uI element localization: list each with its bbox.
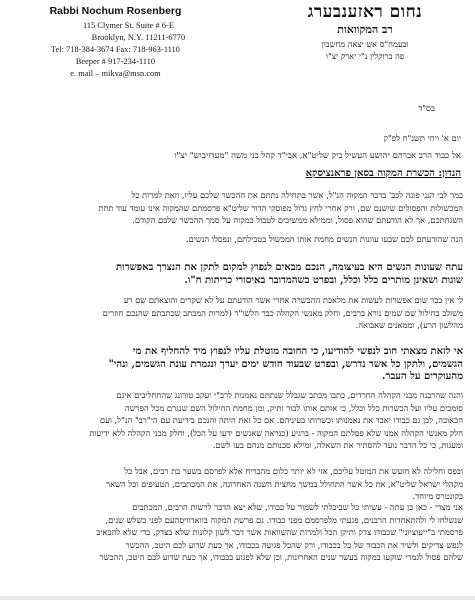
- rabbi-title-hebrew: רב המקוואות: [337, 23, 393, 36]
- paragraph-line: אני מצדי - כאן כן עתה - עשיתי כל שביכלתי לשמור על כבודו, שלא יצא הדבר לרשות הרבים, המכתבים: [132, 502, 463, 512]
- page-bottom-edge: [0, 596, 475, 600]
- rabbi-name-english: Rabbi Nochum Rosenberg: [49, 5, 182, 17]
- letter-date: יום א' ויחי תשנ"ח לפ"ק: [383, 133, 461, 143]
- paragraph-line: ובפס וחלילה לא חועש את המוטל עליכם, אזי לא יותר כלום מהבריח אלא לפרסם בשער בת רבים, אבל כל: [124, 466, 463, 476]
- paragraph-line: מהלשון הרע), וממאנים שאבואה.: [355, 320, 463, 330]
- city-address: Brooklyn, N.Y. 11211-6770: [91, 33, 186, 42]
- letterhead-english: [8, 4, 223, 80]
- paragraph-line: בקונטרס מיוחד.: [412, 491, 463, 501]
- subject-line: הנדון: הכשרת המקוה בסאן פראנציסקא: [305, 168, 461, 179]
- rabbi-name-hebrew: נחום ראזענבערג: [307, 2, 423, 22]
- paragraph-line: הגשמים, ולתקן כל אשר נדרש, ובפרט שבעוד חודש ימים יערך ונגמרת עונת הגשמים, ונהי": [108, 358, 463, 370]
- author-line: ובעמח"ס אש יצאה מחשבון: [321, 39, 409, 49]
- paragraph-line: מהעוקרים על העבר.: [382, 371, 463, 382]
- addressee-line: אל כבוד הרב אברהם יהושע העשיל ביק שליט"א, אבי"ד קהל בני משה "מעדזיבוש" יצ"ו: [174, 151, 461, 161]
- email: e. mail – mikva@msn.com: [70, 69, 161, 78]
- paragraph-line: חלק מאנשי הקהלה אמנו שלא פסלתם המקוה - ברגיע (כנראה שאנשים ידעו על הכל), וחלק מבני הקהלה ללא ידיעות: [89, 427, 463, 438]
- paragraph-line: פרסמתי ב"ייעוציוני" שכבודו צדק ותיקן הכל ולמרות שהשוואות אשר דבר לשון קלונות שלא בצדק, כדי שלא להכאיב: [96, 527, 463, 537]
- beeper: Beeper # 917-234-1110: [75, 57, 156, 66]
- paragraph-line: ומעגות, כי כל הדבר נועד להסתיר את השאלה, ומילא סכנותם מנחם בעו לשם.: [212, 440, 463, 450]
- location-line: פה ברוקלין נ"י יארק יצ"ו: [325, 51, 405, 61]
- paragraph-line: לי אין כבר שום אפשרות לעשות את מלאכת ההכשרה אחרי אשר הודעתם על לא שקרים והוצאתם שם רע: [123, 295, 463, 305]
- paragraph-line: במר לבי הנני פונה לכב' בדבר המקוה הנ"ל, אשר בתחילה נתתם את ההכשר שלכם עליו, וזאת למרות כל: [131, 190, 463, 200]
- paragraph-line: והנה שהרבנה מבני הקהלה החרדים, כתבו מכתב שגבלל שנתתם נאמנות לרב"י יעקב טורונג שהחחליבים אינם: [116, 390, 463, 400]
- paragraph-line: עתה שעונות הנשים היא בעיצומה, הנכם מבאים לנפוץ למקום לתקן את הנצרך באפשרות: [116, 262, 463, 273]
- street-address: 115 Clymer St. Suite # 6-E: [83, 21, 174, 30]
- paragraph-line: שונות ושאינן מותרים כלל וכלל, ובפרט בשהמדובר באיסורי כריתות ח"ו.: [184, 274, 463, 286]
- paragraph-line: השגחתכם, אך לא הודעתם שהוא פסול, וממילא ממשיכים לטבול במקוה על סמך ההכשר שלכם הקודם.: [132, 215, 463, 225]
- paragraph-line: מקהלי ישראל שליט"א, את כל אשר התחולל במשך מחצית השנה האחרונה, את המכתבים, הטעיפים וכל השאר: [106, 478, 463, 489]
- paragraph-line: הכאובה, לכן גם כבודו יאבד את נאמנותו וכשרותו בעיניהם. אם כל זאת היתה והנכם בידיעת עם הי"רב" הנ"ל, ועם: [99, 415, 463, 425]
- bsd-mark: בס"ד: [418, 104, 435, 114]
- paragraph-line: אי לזאת מצאתי חוב לנפשי להודיעו, כי החובה מוטלת עליו לנפוץ מיד להחליף את מי: [132, 346, 463, 357]
- letterhead-hebrew: [265, 2, 465, 62]
- paragraph-line: לנפש צדיקים ולשיר את הכבוד של כל בכבודו, ורק שהכל פגיעה בכבודו, אך כעת שדוע לכם היטב, ההכשר: [125, 539, 463, 550]
- paragraph-line: משולב בחילול שם שמים נורא ברבים, וחלק מאנשי הקהלה כבר הלשו"ד (למרות המכתב שכתבתם שהנכם חוזרים: [102, 307, 463, 318]
- paragraph-line: שלהם פסול לגמרי שוקעו במקוה בעשר שנים האחרונות, וכן שלא לפגוע בכבודו, אך כעת שדוע לכם היטב, ההכשר: [99, 552, 463, 562]
- paragraph-line: שנשלחו לי ולהתאחדות הרבנים, פגעתי מלפרסמם מפני כבודו. גם פרשת המקוה בוואדוויסהעם לפני כשלש שנים,: [105, 514, 463, 525]
- phone-fax: Tel: 718-384-3674 Fax: 718-963-1110: [51, 45, 180, 54]
- paragraph-line: הנה שהודעתם לכם שבעו עוונות הנשים מחמת אותו המכשול בטבילתם, ונפסלו הנשים.: [185, 234, 463, 244]
- paragraph-line: סומכים עליו ועל הכשרות כלל וכלל, כי אותם אותו לבור ותיק, ומן מחמת החילול השם שנגרם מכל הפרשה: [124, 402, 463, 413]
- paragraph-line: המכשולות והפסולים שישנם שם, ורק אחרי לחץ גדול מפוסקי הדור שליט"א פרסמתם שהמקוה אינו עומד עוד תחת: [98, 202, 463, 213]
